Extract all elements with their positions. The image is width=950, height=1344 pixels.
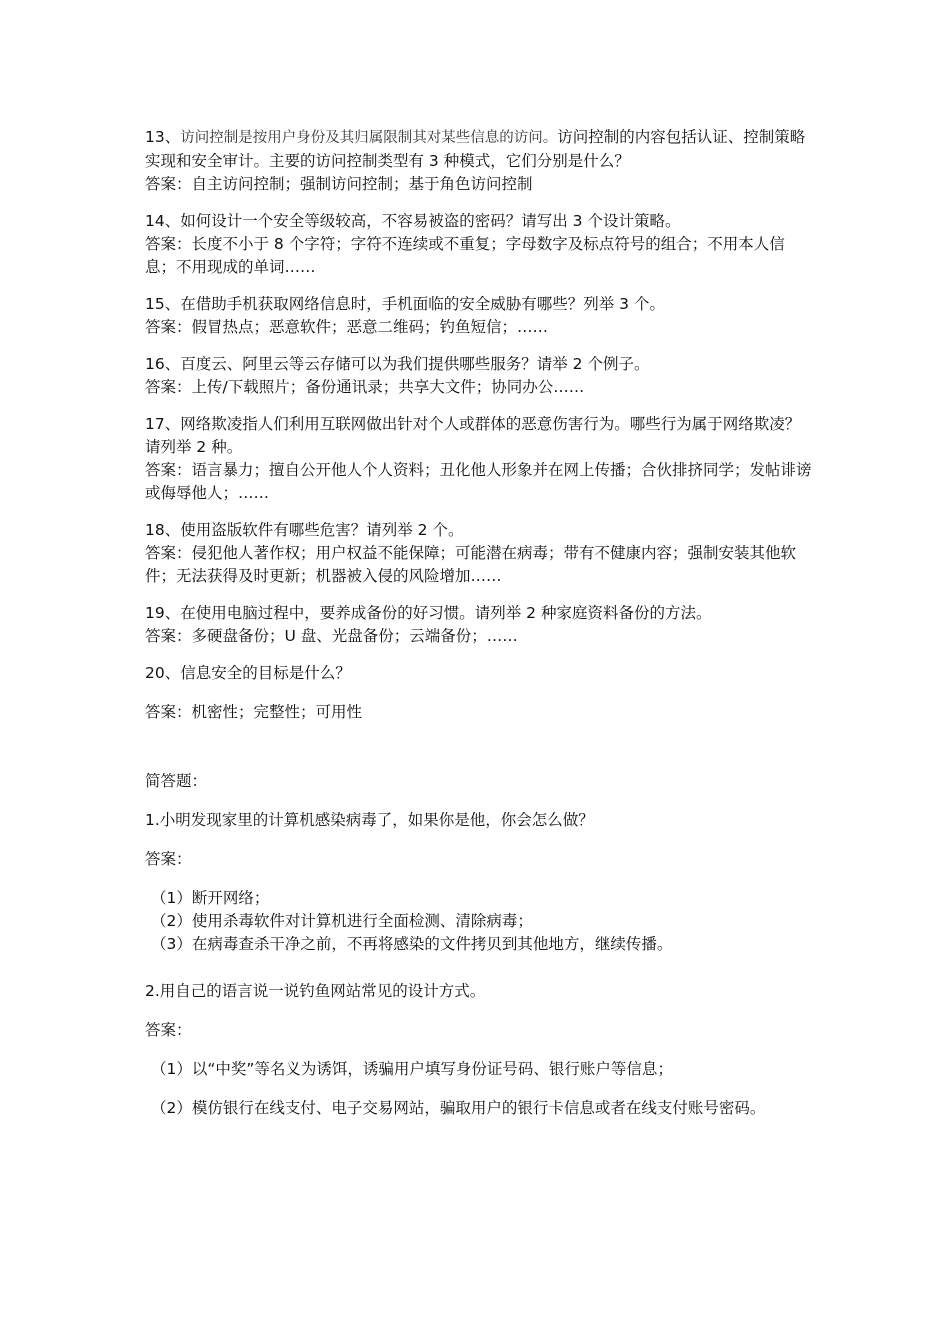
short-answer-1-label: 答案： [145, 850, 192, 868]
answer-text: 答案：多硬盘备份；U 盘、光盘备份；云端备份；…… [145, 627, 518, 645]
answer-text: 答案：侵犯他人著作权；用户权益不能保障；可能潜在病毒；带有不健康内容；强制安装其他软件；无法获得及时更新；机器被入侵的风险增加…… [145, 544, 797, 585]
short-question-1: 1.小明发现家里的计算机感染病毒了，如果你是他，你会怎么做？ [145, 811, 594, 829]
list-item: （1）断开网络； [151, 889, 270, 907]
qa-15 [145, 293, 813, 339]
question-serif-part: 访问控制是按用户身份及其归属限制其对某些信息的访问。 [180, 130, 558, 146]
section-heading: 简答题： [145, 772, 208, 790]
question-text: 16、百度云、阿里云等云存储可以为我们提供哪些服务？请举 2 个例子。 [145, 355, 650, 373]
answer-text: 答案：语言暴力；擅自公开他人个人资料；丑化他人形象并在网上传播；合伙排挤同学；发帖诽谤或侮辱他人；…… [145, 461, 812, 502]
question-text: 19、在使用电脑过程中，要养成备份的好习惯。请列举 2 种家庭资料备份的方法。 [145, 604, 712, 622]
list-item: （2）模仿银行在线支付、电子交易网站，骗取用户的银行卡信息或者在线支付账号密码。 [151, 1099, 766, 1117]
answer-text: 答案：自主访问控制；强制访问控制；基于角色访问控制 [145, 175, 533, 193]
document-page [145, 126, 813, 1120]
qa-19 [145, 602, 813, 648]
qa-14 [145, 210, 813, 279]
question-text: 17、网络欺凌指人们利用互联网做出针对个人或群体的恶意伤害行为。哪些行为属于网络欺凌？请列举 2 种。 [145, 415, 801, 456]
short-answer-2-list [145, 1058, 813, 1120]
list-item: （2）使用杀毒软件对计算机进行全面检测、清除病毒； [151, 912, 533, 930]
question-text: 13、访问控制是按用户身份及其归属限制其对某些信息的访问。访问控制的内容包括认证、控制策略实现和安全审计。主要的访问控制类型有 3 种模式，它们分别是什么？ [145, 128, 806, 170]
question-text: 14、如何设计一个安全等级较高，不容易被盗的密码？请写出 3 个设计策略。 [145, 212, 681, 230]
short-question-2: 2.用自己的语言说一说钓鱼网站常见的设计方式。 [145, 982, 486, 1000]
qa-17 [145, 413, 813, 505]
question-text: 18、使用盗版软件有哪些危害？请列举 2 个。 [145, 521, 464, 539]
answer-20: 答案：机密性；完整性；可用性 [145, 703, 363, 721]
short-answer-1-list [145, 887, 813, 956]
qa-18 [145, 519, 813, 588]
list-item: （3）在病毒查杀干净之前，不再将感染的文件拷贝到其他地方，继续传播。 [151, 935, 673, 953]
question-20: 20、信息安全的目标是什么？ [145, 664, 351, 682]
answer-text: 答案：假冒热点；恶意软件；恶意二维码；钓鱼短信；…… [145, 318, 549, 336]
answer-text: 答案：长度不小于 8 个字符；字符不连续或不重复；字母数字及标点符号的组合；不用本人信息；不用现成的单词…… [145, 235, 785, 276]
answer-text: 答案：上传/下载照片；备份通讯录；共享大文件；协同办公…… [145, 378, 585, 396]
question-text: 15、在借助手机获取网络信息时，手机面临的安全威胁有哪些？列举 3 个。 [145, 295, 665, 313]
qa-13 [145, 126, 813, 196]
short-answer-2-label: 答案： [145, 1021, 192, 1039]
qa-16 [145, 353, 813, 399]
list-item: （1）以“中奖”等名义为诱饵，诱骗用户填写身份证号码、银行账户等信息； [151, 1060, 673, 1078]
